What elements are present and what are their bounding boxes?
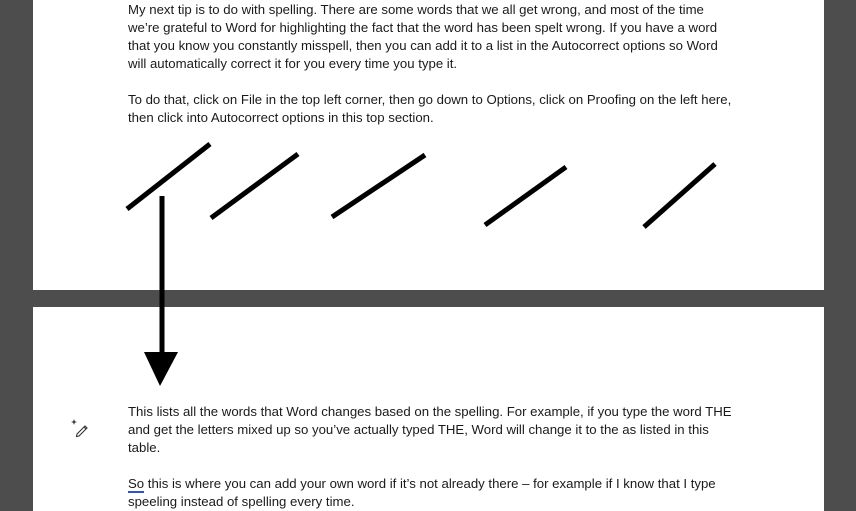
ink-slash-mark-1[interactable] <box>127 144 210 209</box>
paragraph-spelling-tip[interactable]: My next tip is to do with spelling. There are some words that we all get wrong, and most of the time we’re grateful to Word for highlighting the fact that the word has been spelt wrong. If you have a word that you know you constantly misspell, then you can add it to a list in the Autocorrect options so Word will automatically correct it for you every time you type it. <box>128 2 718 71</box>
paragraph-word-list[interactable]: This lists all the words that Word changes based on the spelling. For example, if you type the word THE and get the letters mixed up so you’ve actually typed THE, Word will change it to the as listed in this table. <box>128 404 732 455</box>
ink-arrow-head[interactable] <box>144 352 178 386</box>
ink-slash-mark-2[interactable] <box>211 154 298 218</box>
paragraph-autocorrect-steps[interactable]: To do that, click on File in the top left corner, then go down to Options, click on Proofing on the left here, then click into Autocorrect options in this top section. <box>128 92 732 125</box>
ink-slash-mark-5[interactable] <box>644 164 715 227</box>
ink-slash-mark-3[interactable] <box>332 155 425 217</box>
proofing-underlined-word[interactable]: So <box>128 476 145 491</box>
ink-slash-mark-4[interactable] <box>485 167 566 225</box>
paragraph-add-word-text: this is where you can add your own word if it’s not already there – for example if I know that I type speeling instead of spelling every time. <box>128 476 716 509</box>
pen-sparkle-icon[interactable] <box>70 418 90 438</box>
